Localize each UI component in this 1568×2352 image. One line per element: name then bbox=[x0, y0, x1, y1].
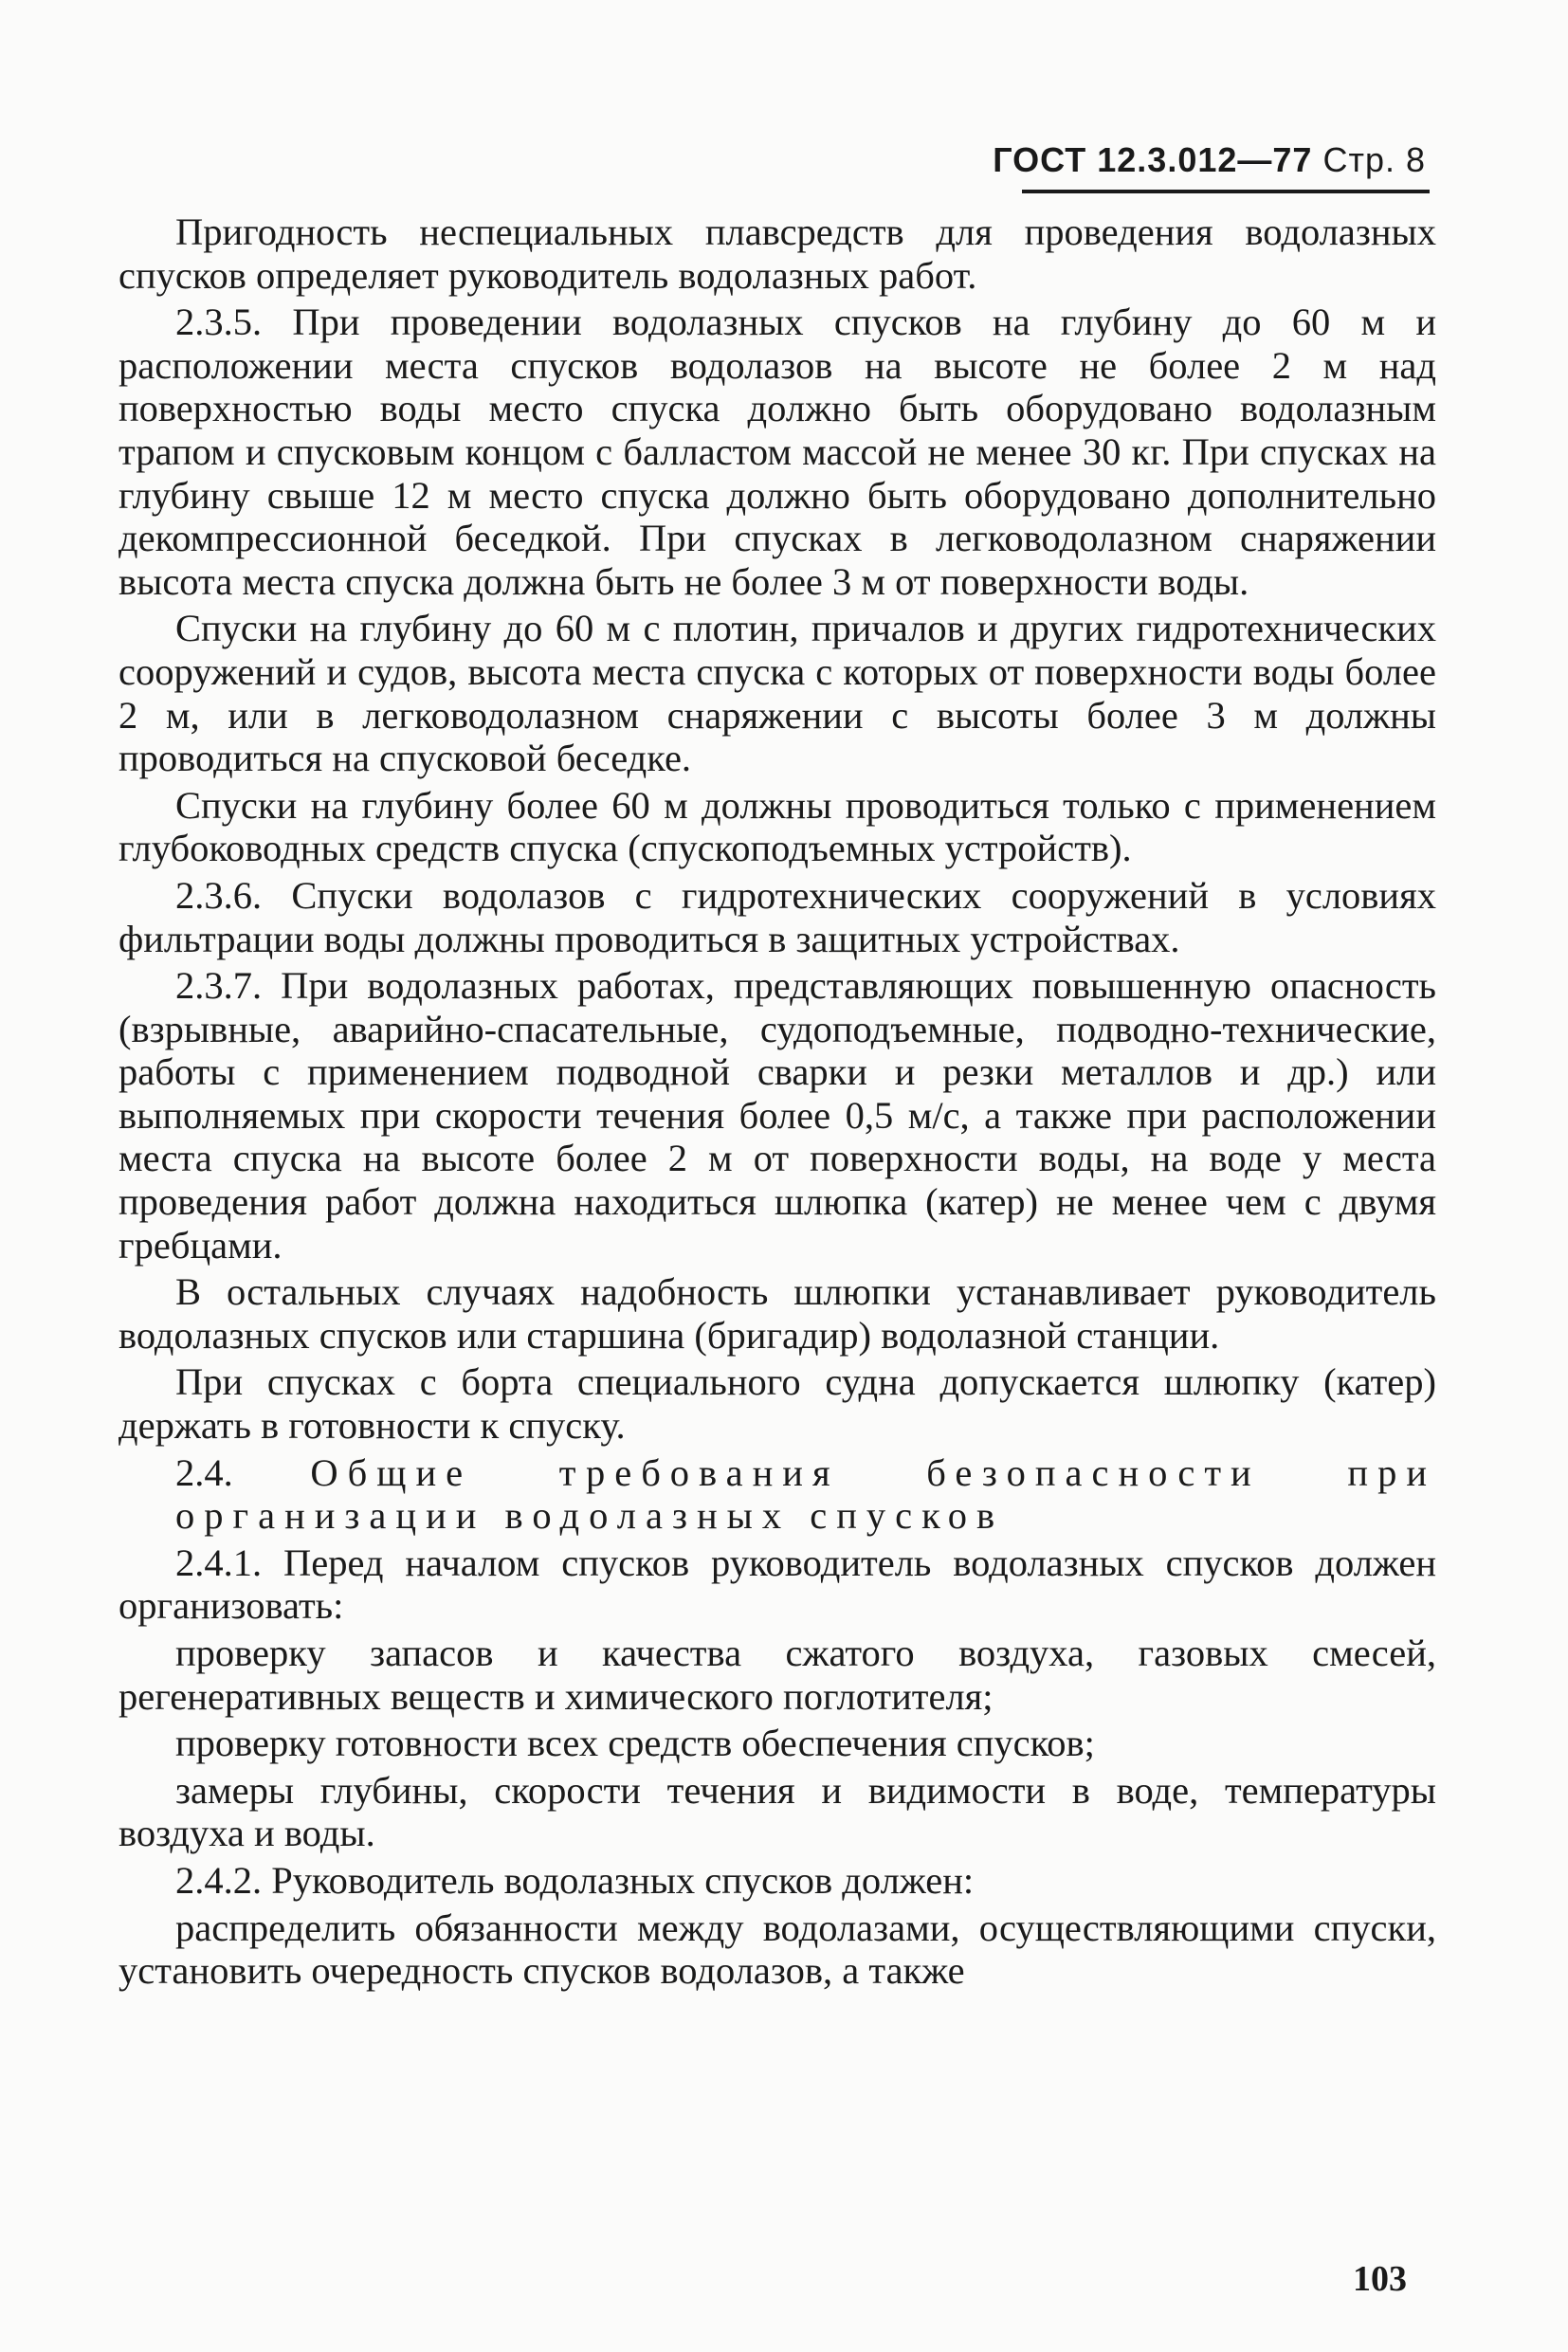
section-title-line-1: Общие требования безопасности при bbox=[310, 1450, 1436, 1494]
paragraph: Спуски на глубину более 60 м должны проводиться только с применением глубоководных средств спуска (спускоподъемных устройств). bbox=[119, 783, 1436, 870]
page-header bbox=[993, 140, 1426, 180]
section-heading-2-4 bbox=[119, 1451, 1436, 1495]
list-item: замеры глубины, скорости течения и видимости в воде, температуры воздуха и воды. bbox=[119, 1768, 1436, 1855]
list-item: проверку запасов и качества сжатого воздуха, газовых смесей, регенеративных веществ и химического поглотителя; bbox=[119, 1632, 1436, 1718]
standard-code: ГОСТ 12.3.012—77 bbox=[993, 140, 1313, 179]
list-item: проверку готовности всех средств обеспечения спусков; bbox=[175, 1722, 1095, 1765]
list-item: распределить обязанности между водолазами, осуществляющими спуски, установить очередность спусков водолазов, а также bbox=[119, 1905, 1436, 1993]
paragraph-2-4-1: 2.4.1. Перед началом спусков руководитель водолазных спусков должен организовать: bbox=[119, 1541, 1436, 1628]
section-number: 2.4. bbox=[175, 1450, 233, 1494]
section-heading-2-4-line-2 bbox=[119, 1494, 1436, 1538]
page-number: 103 bbox=[1353, 2259, 1407, 2299]
paragraph: Спуски на глубину до 60 м с плотин, причалов и других гидротехнических сооружений и судов, высота места спуска с которых от поверхности воды более 2 м, или в легководолазном снаряжении с высоты более 3 м должны проводиться на спусковой беседке. bbox=[119, 607, 1436, 780]
paragraph: При спусках с борта специального судна допускается шлюпку (катер) держать в готовности к спуску. bbox=[119, 1360, 1436, 1448]
paragraph-2-3-5: 2.3.5. При проведении водолазных спусков на глубину до 60 м и расположении места спусков водолазов на высоте не более 2 м над поверхностью воды место спуска должно быть оборудовано водолазным трапом и спусковым концом с балластом массой не менее 30 кг. При спусках на глубину свыше 12 м место спуска должно быть оборудовано дополнительно декомпрессионной беседкой. При спусках в легководолазном снаряжении высота места спуска должна быть не более 3 м от поверхности воды. bbox=[119, 301, 1436, 603]
page-label: Стр. 8 bbox=[1322, 140, 1426, 179]
header-rule bbox=[1022, 190, 1430, 193]
paragraph-2-3-6: 2.3.6. Спуски водолазов с гидротехнических сооружений в условиях фильтрации воды должны проводиться в защитных устройствах. bbox=[119, 873, 1436, 960]
paragraph: Пригодность неспециальных плавсредств для проведения водолазных спусков определяет руководитель водолазных работ. bbox=[119, 210, 1436, 297]
document-body bbox=[119, 210, 1436, 1993]
paragraph-2-4-2: 2.4.2. Руководитель водолазных спусков должен: bbox=[175, 1858, 975, 1902]
paragraph-2-3-7: 2.3.7. При водолазных работах, представляющих повышенную опасность (взрывные, аварийно-спасательные, судоподъемные, подводно-технические, работы с применением подводной сварки и резки металлов и др.) или выполняемых при скорости течения более 0,5 м/с, а также при расположении места спуска на высоте более 2 м от поверхности воды, на воде у места проведения работ должна находиться шлюпка (катер) не менее чем с двумя гребцами. bbox=[119, 964, 1436, 1267]
section-title-line-2: организации водолазных спусков bbox=[175, 1494, 1005, 1538]
paragraph: В остальных случаях надобность шлюпки устанавливает руководитель водолазных спусков или старшина (бригадир) водолазной станции. bbox=[119, 1270, 1436, 1357]
